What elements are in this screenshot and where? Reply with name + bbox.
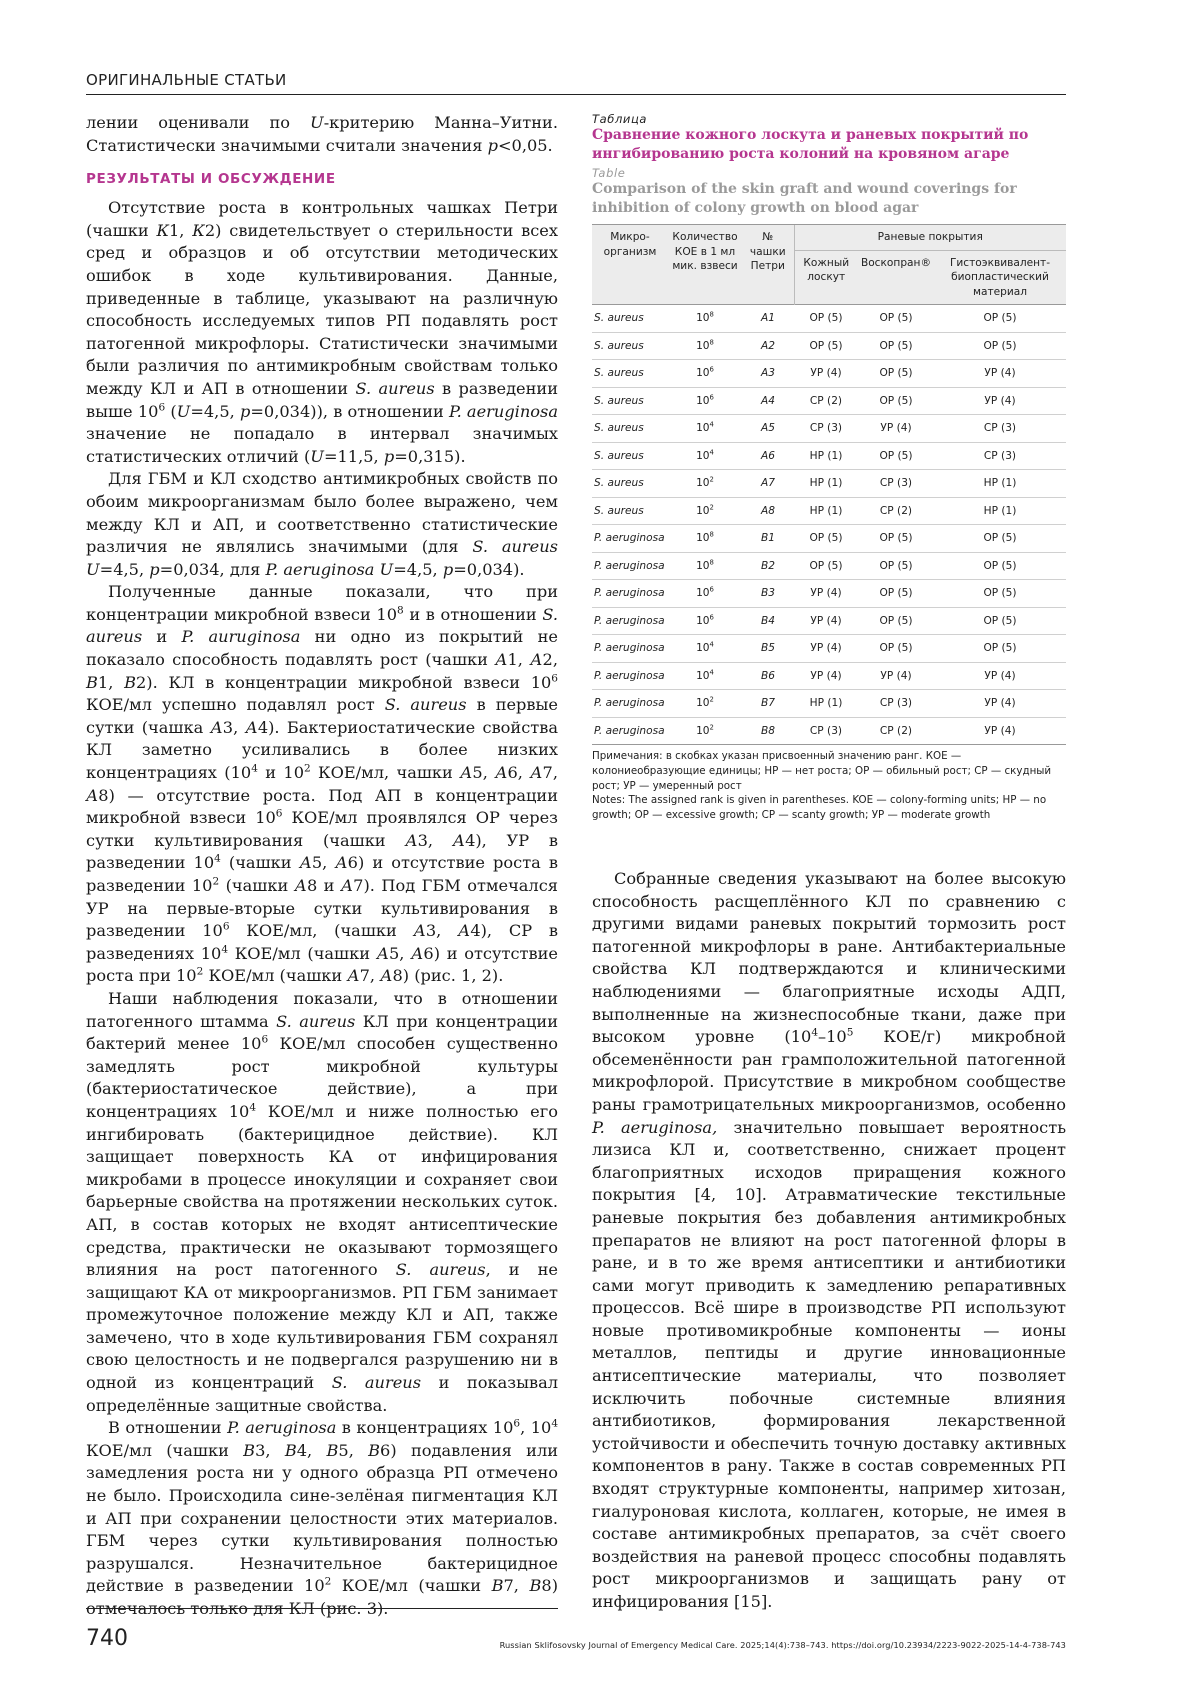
- cell-dish: B4: [742, 607, 794, 635]
- cell-skin: НР (1): [794, 690, 858, 718]
- cell-voskopran: ОР (5): [858, 360, 934, 388]
- cell-skin: ОР (5): [794, 525, 858, 553]
- cell-cfu: $10^6$: [668, 580, 742, 608]
- cell-dish: A2: [742, 332, 794, 360]
- cell-organism: S. aureus: [592, 415, 668, 443]
- cell-voskopran: СР (3): [858, 690, 934, 718]
- cell-dish: B2: [742, 552, 794, 580]
- body-paragraph: Для ГБМ и КЛ сходство антимикробных свойств по обоим микроорганизмам было более выражено, чем между КЛ и АП, и соответственно статистические различия не являлись значимыми (для S. aureus U=4,5, p=0,034, для P. aeruginosa U=4,5, p=0,034).: [86, 469, 558, 579]
- cell-dish: B5: [742, 635, 794, 663]
- cell-cfu: $10^4$: [668, 635, 742, 663]
- table-title-ru: Сравнение кожного лоскута и раневых покрытий по ингибированию роста колоний на кровяном агаре: [592, 127, 1029, 162]
- cell-hydrogel: УР (4): [934, 662, 1066, 690]
- table-notes-en: Notes: The assigned rank is given in parentheses. KOE — colony-forming units; HP — no growth; OP — excessive growth; CP — scanty growth; УР — moderate growth: [592, 794, 1047, 822]
- cell-hydrogel: УР (4): [934, 387, 1066, 415]
- cell-cfu: $10^4$: [668, 662, 742, 690]
- table-row: [592, 635, 1066, 663]
- cell-cfu: $10^6$: [668, 360, 742, 388]
- cell-skin: ОР (5): [794, 305, 858, 333]
- header-voskopran: Воскопран®: [858, 250, 934, 305]
- cell-organism: P. aeruginosa: [592, 525, 668, 553]
- header-skin: Кожный лоскут: [794, 250, 858, 305]
- cell-skin: СР (2): [794, 387, 858, 415]
- cell-cfu: $10^8$: [668, 305, 742, 333]
- header-hydrogel: Гистоэквивалент-биопластический материал: [934, 250, 1066, 305]
- cell-skin: СР (3): [794, 415, 858, 443]
- cell-cfu: $10^8$: [668, 525, 742, 553]
- cell-skin: УР (4): [794, 635, 858, 663]
- cell-cfu: $10^4$: [668, 415, 742, 443]
- cell-dish: A6: [742, 442, 794, 470]
- cell-voskopran: УР (4): [858, 415, 934, 443]
- cell-voskopran: ОР (5): [858, 442, 934, 470]
- cell-hydrogel: ОР (5): [934, 332, 1066, 360]
- cell-organism: P. aeruginosa: [592, 552, 668, 580]
- cell-organism: P. aeruginosa: [592, 635, 668, 663]
- cell-dish: A5: [742, 415, 794, 443]
- table-row: [592, 552, 1066, 580]
- table-row: [592, 332, 1066, 360]
- cell-cfu: $10^6$: [668, 607, 742, 635]
- running-header: [86, 70, 1066, 95]
- footer-divider: [86, 1608, 558, 1609]
- left-column: [86, 112, 558, 1621]
- table-row: [592, 305, 1066, 333]
- header-dish: № чашки Петри: [742, 225, 794, 305]
- cell-voskopran: ОР (5): [858, 332, 934, 360]
- cell-hydrogel: ОР (5): [934, 607, 1066, 635]
- body-paragraph: Собранные сведения указывают на более высокую способность расщеплённого КЛ по сравнению с другими видами раневых покрытий тормозить рост патогенной микрофлоры в ране. Антибактериальные свойства КЛ подтверждаются и клиническими наблюдениями — благоприятные исходы АДП, выполненные на жизнеспособные ткани, даже при высоком уровне ($10^4-10^5$ КОЕ/г) микробной обсеменённости ран грамположительной патогенной микрофлорой. Присутствие в микробном сообществе раны грамотрицательных микроорганизмов, особенно P. aeruginosa, значительно повышает вероятность лизиса КЛ и, соответственно, снижает процент благоприятных исходов приращения кожного покрытия [4, 10]. Атравматические текстильные раневые покрытия без добавления антимикробных препаратов не влияют на рост патогенной флоры в ране, и в то же время антисептики и антибиотики сами могут приводить к замедлению репаративных процессов. Всё шире в производстве РП используют новые противомикробные компоненты — ионы металлов, пептиды и другие инновационные антисептические материалы, что позволяет исключить побочные системные влияния антибиотиков, формирования лекарственной устойчивости и обеспечить точную доставку активных компонентов в рану. Также в состав современных РП входят структурные компоненты, например хитозан, гиалуроновая кислота, коллаген, которые, не имея в составе антимикробных препаратов, за счёт своего воздействия на раневой процесс способны подавлять рост микроорганизмов и защищать рану от инфицирования [15].: [592, 869, 1067, 1611]
- cell-voskopran: ОР (5): [858, 525, 934, 553]
- cell-dish: A7: [742, 470, 794, 498]
- body-paragraph: В отношении P. aeruginosa в концентрациях $10^6$, $10^4$ КОЕ/мл (чашки В3, В4, В5, В6) подавления или замедления роста ни у одного образца РП отмечено не было. Происходила сине-зелёная пигментация КЛ и АП при сохранении целостности этих материалов. ГБМ через сутки культивирования полностью разрушался. Незначительное бактерицидное действие в разведении $10^2$ КОЕ/мл (чашки В7, В8) отмечалось только для КЛ (рис. 3).: [86, 1417, 559, 1618]
- cell-organism: S. aureus: [592, 332, 668, 360]
- table-label-en: Table: [592, 166, 626, 180]
- cell-skin: ОР (5): [794, 332, 858, 360]
- cell-cfu: $10^6$: [668, 387, 742, 415]
- cell-dish: B6: [742, 662, 794, 690]
- cell-skin: УР (4): [794, 607, 858, 635]
- header-group: Раневые покрытия: [794, 225, 1066, 251]
- table-title-en: Comparison of the skin graft and wound coverings for inhibition of colony growth on blood agar: [592, 181, 1017, 216]
- intro-paragraph: лении оценивали по U-критерию Манна–Уитни. Статистически значимыми считали значения p<0,05.: [86, 113, 558, 155]
- cell-skin: НР (1): [794, 470, 858, 498]
- cell-dish: A8: [742, 497, 794, 525]
- cell-skin: НР (1): [794, 497, 858, 525]
- body-paragraph: Отсутствие роста в контрольных чашках Петри (чашки К1, К2) свидетельствует о стерильности всех сред и образцов и об отсутствии методических ошибок в ходе культивирования. Данные, приведенные в таблице, указывают на различную способность исследуемых типов РП подавлять рост патогенной микрофлоры. Статистически значимыми были различия по антимикробным свойствам только между КЛ и АП в отношении S. aureus в разведении выше $10^6$ (U=4,5, p=0,034)), в отношении P. aeruginosa значение не попадало в интервал значимых статистических отличий (U=11,5, p=0,315).: [86, 198, 558, 466]
- page-number: 740: [86, 1626, 128, 1651]
- cell-voskopran: ОР (5): [858, 607, 934, 635]
- table-block: [592, 112, 1066, 823]
- cell-organism: P. aeruginosa: [592, 607, 668, 635]
- cell-skin: УР (4): [794, 662, 858, 690]
- cell-dish: A4: [742, 387, 794, 415]
- cell-cfu: $10^8$: [668, 552, 742, 580]
- cell-voskopran: ОР (5): [858, 387, 934, 415]
- right-column: [592, 868, 1066, 1614]
- cell-voskopran: ОР (5): [858, 305, 934, 333]
- cell-hydrogel: УР (4): [934, 717, 1066, 745]
- table-row: [592, 497, 1066, 525]
- cell-voskopran: ОР (5): [858, 635, 934, 663]
- table-row: [592, 690, 1066, 718]
- cell-skin: ОР (5): [794, 552, 858, 580]
- cell-voskopran: СР (2): [858, 497, 934, 525]
- cell-organism: P. aeruginosa: [592, 580, 668, 608]
- cell-cfu: $10^8$: [668, 332, 742, 360]
- cell-hydrogel: ОР (5): [934, 552, 1066, 580]
- cell-voskopran: СР (2): [858, 717, 934, 745]
- cell-dish: B8: [742, 717, 794, 745]
- cell-skin: УР (4): [794, 580, 858, 608]
- cell-organism: S. aureus: [592, 497, 668, 525]
- table-notes-ru: Примечания: в скобках указан присвоенный значению ранг. КОЕ — колониеобразующие единицы; НР — нет роста; ОР — обильный рост; СР — скудный рост; УР — умеренный рост: [592, 750, 1052, 792]
- cell-hydrogel: НР (1): [934, 497, 1066, 525]
- cell-hydrogel: ОР (5): [934, 525, 1066, 553]
- cell-cfu: $10^2$: [668, 497, 742, 525]
- cell-skin: УР (4): [794, 360, 858, 388]
- cell-hydrogel: ОР (5): [934, 305, 1066, 333]
- table-row: [592, 415, 1066, 443]
- table-row: [592, 442, 1066, 470]
- cell-organism: S. aureus: [592, 470, 668, 498]
- cell-hydrogel: СР (3): [934, 442, 1066, 470]
- footer-citation: Russian Sklifosovsky Journal of Emergency Medical Care. 2025;14(4):738–743. https://doi.org/10.23934/2223-9022-2025-14-4-738-743: [499, 1640, 1066, 1650]
- cell-hydrogel: НР (1): [934, 470, 1066, 498]
- cell-hydrogel: УР (4): [934, 360, 1066, 388]
- cell-hydrogel: ОР (5): [934, 635, 1066, 663]
- cell-dish: B7: [742, 690, 794, 718]
- cell-hydrogel: СР (3): [934, 415, 1066, 443]
- cell-cfu: $10^4$: [668, 442, 742, 470]
- cell-dish: A1: [742, 305, 794, 333]
- cell-organism: S. aureus: [592, 387, 668, 415]
- table-body: [592, 305, 1066, 745]
- section-title: РЕЗУЛЬТАТЫ И ОБСУЖДЕНИЕ: [86, 171, 336, 188]
- table-row: [592, 717, 1066, 745]
- cell-hydrogel: ОР (5): [934, 580, 1066, 608]
- table-row: [592, 607, 1066, 635]
- section-label: ОРИГИНАЛЬНЫЕ СТАТЬИ: [86, 71, 287, 89]
- cell-voskopran: ОР (5): [858, 580, 934, 608]
- cell-hydrogel: УР (4): [934, 690, 1066, 718]
- results-table: [592, 224, 1066, 745]
- table-row: [592, 360, 1066, 388]
- cell-skin: НР (1): [794, 442, 858, 470]
- table-row: [592, 470, 1066, 498]
- table-row: [592, 525, 1066, 553]
- table-row: [592, 580, 1066, 608]
- table-label-ru: Таблица: [592, 112, 648, 126]
- cell-organism: P. aeruginosa: [592, 662, 668, 690]
- cell-organism: S. aureus: [592, 360, 668, 388]
- cell-cfu: $10^2$: [668, 690, 742, 718]
- cell-voskopran: ОР (5): [858, 552, 934, 580]
- cell-organism: P. aeruginosa: [592, 690, 668, 718]
- cell-voskopran: СР (3): [858, 470, 934, 498]
- header-cfu: Количество КОЕ в 1 мл мик. взвеси: [668, 225, 742, 305]
- cell-skin: СР (3): [794, 717, 858, 745]
- cell-cfu: $10^2$: [668, 717, 742, 745]
- cell-organism: P. aeruginosa: [592, 717, 668, 745]
- header-organism: Микро-организм: [592, 225, 668, 305]
- table-row: [592, 662, 1066, 690]
- cell-dish: A3: [742, 360, 794, 388]
- table-row: [592, 387, 1066, 415]
- body-paragraph: Наши наблюдения показали, что в отношении патогенного штамма S. aureus КЛ при концентрации бактерий менее $10^6$ КОЕ/мл способен существенно замедлять рост микробной культуры (бактериостатическое действие), а при концентрациях $10^4$ КОЕ/мл и ниже полностью его ингибировать (бактерицидное действие). КЛ защищает поверхность КА от инфицирования микробами в процессе инокуляции и сохраняет свои барьерные свойства на протяжении нескольких суток. АП, в состав которых не входят антисептические средства, практически не оказывают тормозящего влияния на рост патогенного S. aureus, и не защищают КА от микроорганизмов. РП ГБМ занимает промежуточное положение между КЛ и АП, также замечено, что в ходе культивирования ГБМ сохранял свою целостность и не подвергался разрушению ни в одной из концентраций S. aureus и показывал определённые защитные свойства.: [86, 988, 558, 1415]
- cell-voskopran: УР (4): [858, 662, 934, 690]
- body-paragraph: Полученные данные показали, что при концентрации микробной взвеси $10^8$ и в отношении S. aureus и P. auruginosa ни одно из покрытий не показало способность подавлять рост (чашки А1, А2, В1, В2). КЛ в концентрации микробной взвеси $10^6$ КОЕ/мл успешно подавлял рост S. aureus в первые сутки (чашка А3, А4). Бактериостатические свойства КЛ заметно усиливались в более низких концентрациях ($10^4$ и $10^2$ КОЕ/мл, чашки А5, А6, А7, А8) — отсутствие роста. Под АП в концентрации микробной взвеси $10^6$ КОЕ/мл проявлялся ОР через сутки культивирования (чашки А3, А4), УР в разведении $10^4$ (чашки А5, А6) и отсутствие роста в разведении $10^2$ (чашки А8 и А7). Под ГБМ отмечался УР на первые-вторые сутки культивирования в разведении $10^6$ КОЕ/мл, (чашки А3, А4), СР в разведениях $10^4$ КОЕ/мл (чашки А5, А6) и отсутствие роста при $10^2$ КОЕ/мл (чашки А7, А8) (рис. 1, 2).: [86, 582, 559, 986]
- cell-organism: S. aureus: [592, 305, 668, 333]
- cell-dish: B3: [742, 580, 794, 608]
- cell-cfu: $10^2$: [668, 470, 742, 498]
- cell-organism: S. aureus: [592, 442, 668, 470]
- cell-dish: B1: [742, 525, 794, 553]
